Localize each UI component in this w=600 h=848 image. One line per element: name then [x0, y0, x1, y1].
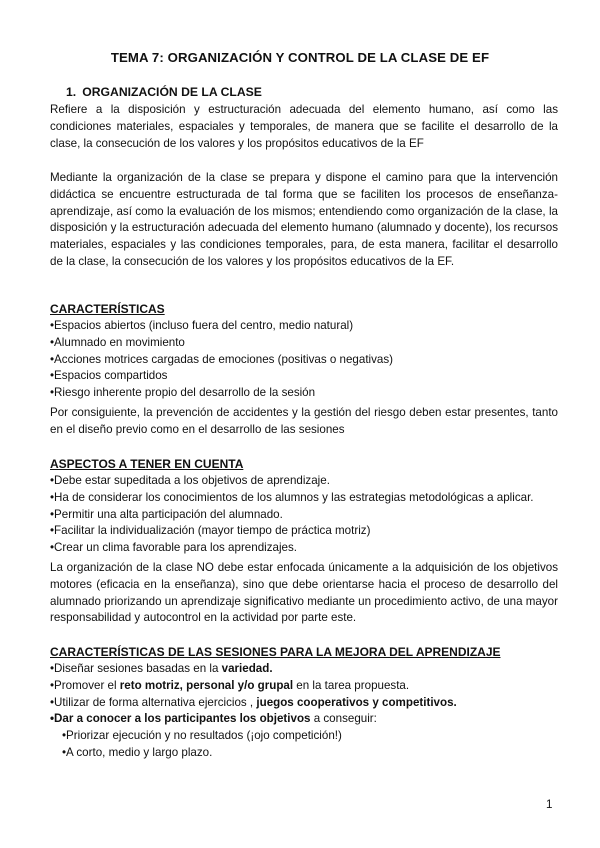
- list-sesiones: [50, 661, 570, 762]
- list-item: •Crear un clima favorable para los aprendizajes.: [50, 541, 298, 555]
- sub-list-item: •A corto, medio y largo plazo.: [62, 745, 213, 759]
- item-text: •Utilizar de forma alternativa ejercicios ,: [50, 695, 257, 709]
- list-item: •Espacios abiertos (incluso fuera del centro, medio natural): [50, 319, 354, 332]
- list-item: •Alumnado en movimiento: [50, 335, 185, 349]
- list-item: [50, 678, 570, 695]
- item-emphasis: •Dar a conocer a los participantes los objetivos: [50, 712, 311, 726]
- item-text: en la tarea propuesta.: [293, 678, 410, 692]
- sub-list-item: •Priorizar ejecución y no resultados (¡ojo competición!): [62, 729, 342, 743]
- section-heading-caracteristicas: CARACTERÍSTICAS: [50, 302, 165, 316]
- list-item: •Permitir una alta participación del alumnado.: [50, 507, 283, 521]
- section-heading-aspectos: ASPECTOS A TENER EN CUENTA: [50, 457, 244, 471]
- list-item: •Facilitar la individualización (mayor tiempo de práctica motriz): [50, 524, 371, 538]
- item-text: •Diseñar sesiones basadas en la: [50, 662, 222, 675]
- list-aspectos: [50, 473, 570, 557]
- paragraph-objetivos-motores: La organización de la clase NO debe estar enfocada únicamente a la adquisición de los objetivos motores (eficacia en la enseñanza), sino que debe orientarse hacia el proceso de desarrollo del alumnado priorizando un aprendizaje significativo mediante un procedimiento activo, de una mayor responsabilidad y autocontrol en la actividad por parte este.: [50, 561, 558, 625]
- list-item: •Debe estar supeditada a los objetivos de aprendizaje.: [50, 474, 330, 487]
- paragraph-prevencion: Por consiguiente, la prevención de accidentes y la gestión del riesgo deben estar presentes, tanto en el diseño previo como en el desarrollo de las sesiones: [50, 406, 558, 436]
- list-item: [50, 695, 570, 712]
- item-emphasis: reto motriz, personal y/o grupal: [119, 678, 294, 692]
- document-title: TEMA 7: ORGANIZACIÓN Y CONTROL DE LA CLASE DE EF: [110, 50, 490, 65]
- list-caracteristicas: [50, 318, 570, 402]
- paragraph-definicion: Refiere a la disposición y estructuración adecuada del elemento humano, así como las condiciones materiales, espaciales y temporales, de manera que se facilite el desarrollo de la clase, la consecución de los valores y los propósitos educativos de la EF: [50, 103, 558, 150]
- list-item: •Ha de considerar los conocimientos de los alumnos y las estrategias metodológicas a aplicar.: [50, 490, 534, 504]
- item-emphasis: juegos cooperativos y competitivos.: [256, 695, 457, 709]
- list-item: [50, 711, 570, 728]
- page-number: 1: [546, 798, 553, 811]
- list-item: •Espacios compartidos: [50, 369, 168, 383]
- list-item: •Riesgo inherente propio del desarrollo de la sesión: [50, 386, 316, 400]
- section-heading-sesiones: CARACTERÍSTICAS DE LAS SESIONES PARA LA MEJORA DEL APRENDIZAJE: [50, 645, 501, 659]
- item-text: a conseguir:: [310, 712, 377, 726]
- list-item: [50, 661, 570, 678]
- section-heading-organizacion: 1. ORGANIZACIÓN DE LA CLASE: [66, 85, 262, 99]
- item-text: •Promover el: [50, 678, 120, 692]
- paragraph-organizacion: Mediante la organización de la clase se prepara y dispone el camino para que la intervención didáctica se encuentre estructurada de tal forma que se faciliten los procesos de enseñanza-aprendizaje, así como la evaluación de los mismos; entendiendo como organización de la clase, la disposición y la estructuración adecuada del elemento humano (alumnado y docente), los recursos materiales, espaciales y las condiciones temporales, para, de esta manera, facilitar el desarrollo de la clase, la consecución de los valores y los propósitos educativos de la EF.: [50, 171, 558, 268]
- list-item: •Acciones motrices cargadas de emociones (positivas o negativas): [50, 352, 394, 366]
- item-emphasis: variedad.: [221, 662, 273, 675]
